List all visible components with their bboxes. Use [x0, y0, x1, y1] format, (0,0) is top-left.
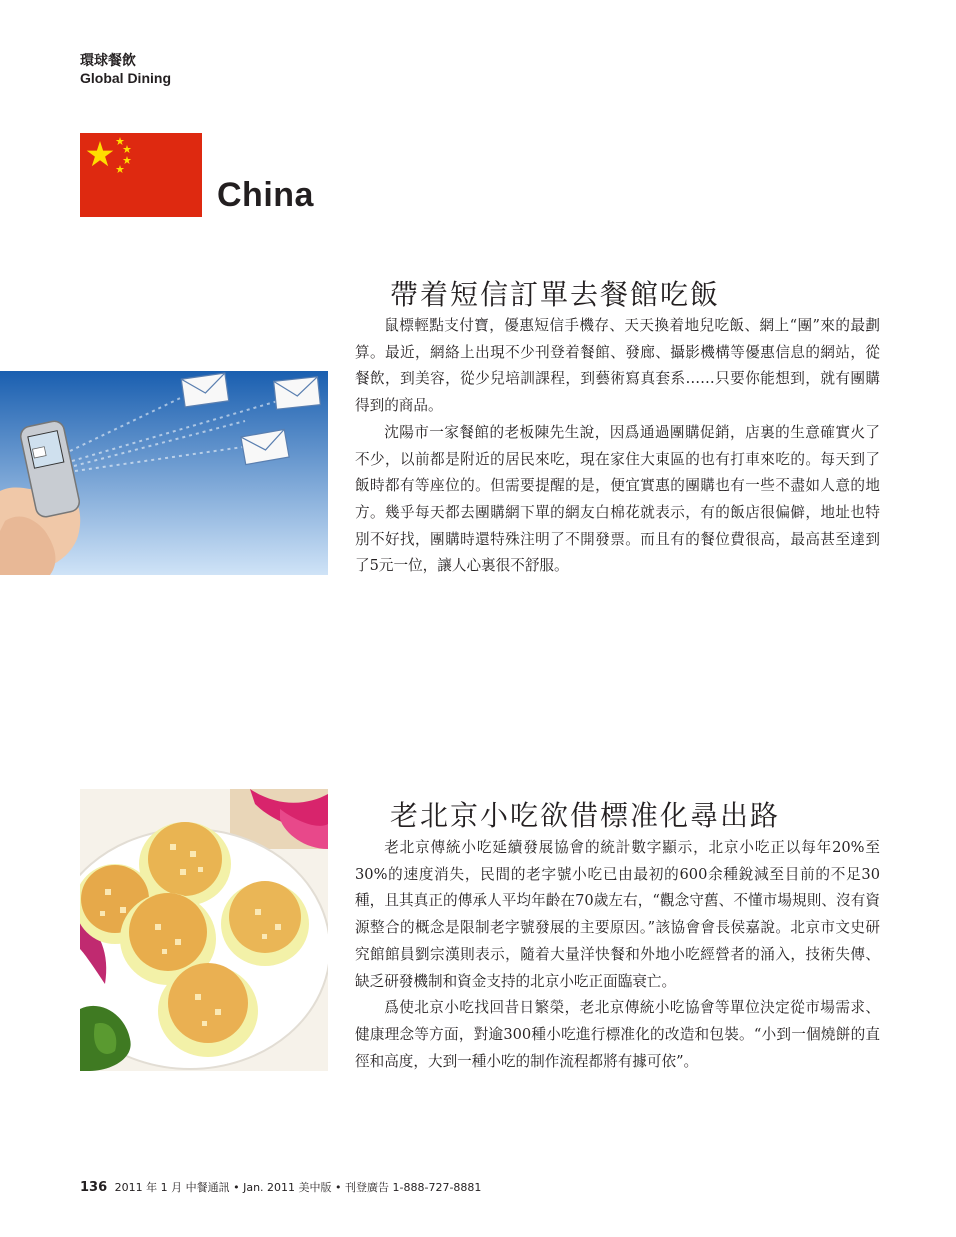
phone-messages-image — [0, 371, 328, 575]
article-body — [355, 313, 880, 580]
article-paragraph: 鼠標輕點支付寶，優惠短信手機存、天天換着地兒吃飯、網上“團”來的最劃算。最近，網絡上出現不少刊登着餐館、發廊、攝影機構等優惠信息的網站，從餐飲，到美容，從少兒培訓課程，到藝術寫真套系……只要你能想到，就有團購得到的商品。 — [355, 317, 880, 415]
article-title: 帶着短信訂單去餐館吃飯 — [390, 278, 721, 311]
country-name: China — [217, 176, 314, 214]
footer-info: 2011 年 1 月 中餐通訊 • Jan. 2011 美中版 • 刊登廣告 1-888-727-8881 — [114, 1181, 482, 1194]
page-footer — [80, 1179, 481, 1195]
article-paragraph: 沈陽市一家餐館的老板陳先生說，因爲通過團購促銷，店裏的生意確實火了不少，以前都是附近的居民來吃，現在家住大東區的也有打車來吃的。每天到了飯時都有等座位的。但需要提醒的是，便宜實惠的團購也有一些不盡如人意的地方。幾乎每天都去團購網下單的網友白棉花就表示，有的飯店很偏僻，地址也特別不好找，團購時還特殊注明了不開發票。而且有的餐位費很高，最高甚至達到了5元一位，讓人心裏很不舒服。 — [355, 423, 880, 575]
page-number: 136 — [80, 1180, 108, 1195]
section-title-english: Global Dining — [80, 70, 171, 86]
section-title-chinese: 環球餐飲 — [80, 53, 136, 69]
article-title: 老北京小吃欲借標准化尋出路 — [390, 799, 781, 832]
article-paragraph: 老北京傳統小吃延續發展協會的統計數字顯示，北京小吃正以每年20%至30%的速度消失，民間的老字號小吃已由最初的600余種銳減至目前的不足30種，且其真正的傳承人平均年齡在70歲左右，“觀念守舊、不懂市場規則、沒有資源整合的概念是限制老字號發展的主要原因。”該協會會長侯嘉說。北京市文史研究館館員劉宗漢則表示，隨着大量洋快餐和外地小吃經營者的涌入，技術失傳、缺乏研發機制和資金支持的北京小吃正面臨衰亡。 — [355, 839, 880, 990]
article-body — [355, 835, 880, 1075]
china-flag-icon — [80, 133, 202, 217]
snack-balls-image — [80, 789, 328, 1071]
article-paragraph: 爲使北京小吃找回昔日繁榮，老北京傳統小吃協會等單位決定從市場需求、健康理念等方面，對逾300種小吃進行標准化的改造和包裝。“小到一個燒餅的直徑和高度，大到一種小吃的制作流程都將有據可依”。 — [355, 999, 880, 1070]
